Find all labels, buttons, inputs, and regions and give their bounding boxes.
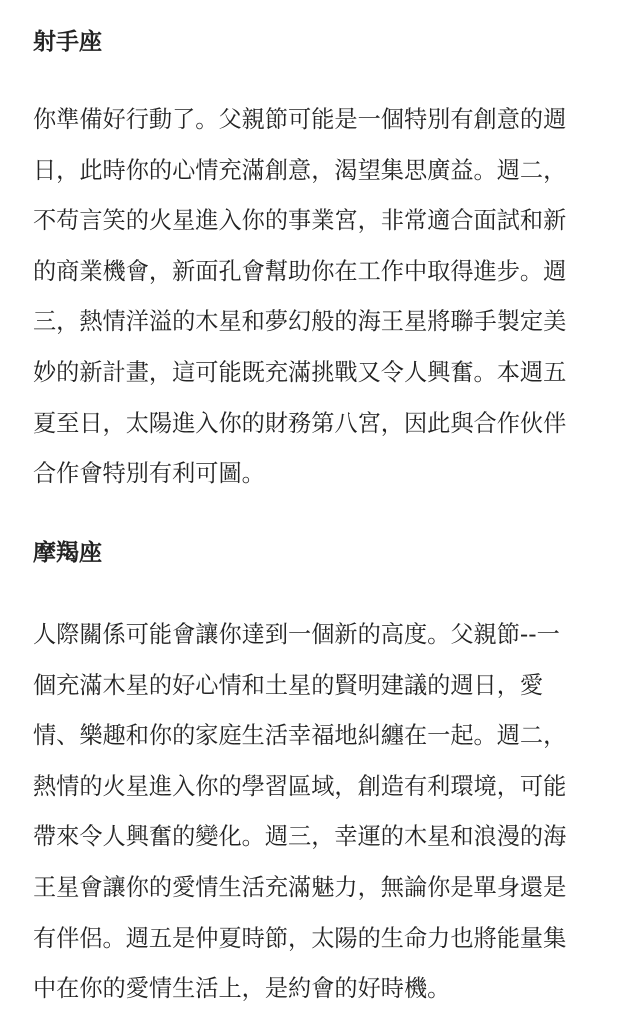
paragraph-line: 合作會特別有利可圖。 (33, 460, 265, 488)
section-title-sagittarius: 射手座 (33, 29, 102, 55)
paragraph-line: 個充滿木星的好心情和土星的賢明建議的週日，愛 (33, 671, 544, 699)
paragraph-line: 中在你的愛情生活上，是約會的好時機。 (33, 975, 451, 1003)
paragraph-sagittarius (33, 95, 566, 500)
paragraph-line: 王星會讓你的愛情生活充滿魅力，無論你是單身還是 (33, 873, 567, 901)
paragraph-line: 夏至日，太陽進入你的財務第八宮，因此與合作伙伴 (33, 409, 567, 437)
paragraph-line: 妙的新計畫，這可能既充滿挑戰又令人興奮。本週五 (33, 358, 567, 386)
paragraph-line: 帶來令人興奮的變化。週三，幸運的木星和浪漫的海 (33, 823, 567, 851)
paragraph-line: 的商業機會，新面孔會幫助你在工作中取得進步。週 (33, 257, 567, 285)
paragraph-line: 你準備好行動了。父親節可能是一個特別有創意的週 (33, 106, 567, 133)
paragraph-line: 三，熱情洋溢的木星和夢幻般的海王星將聯手製定美 (33, 308, 567, 336)
paragraph-line: 情、樂趣和你的家庭生活幸福地糾纏在一起。週二， (33, 722, 567, 750)
paragraph-line: 熱情的火星進入你的學習區域，創造有利環境，可能 (33, 772, 567, 800)
paragraph-line: 人際關係可能會讓你達到一個新的高度。父親節--一 (33, 621, 560, 648)
paragraph-line: 不苟言笑的火星進入你的事業宮，非常適合面試和新 (33, 207, 567, 235)
section-title-capricorn: 摩羯座 (33, 540, 102, 566)
paragraph-capricorn (33, 610, 566, 1015)
paragraph-line: 日，此時你的心情充滿創意，渴望集思廣益。週二， (33, 156, 567, 184)
paragraph-line: 有伴侶。週五是仲夏時節，太陽的生命力也將能量集 (33, 924, 567, 952)
